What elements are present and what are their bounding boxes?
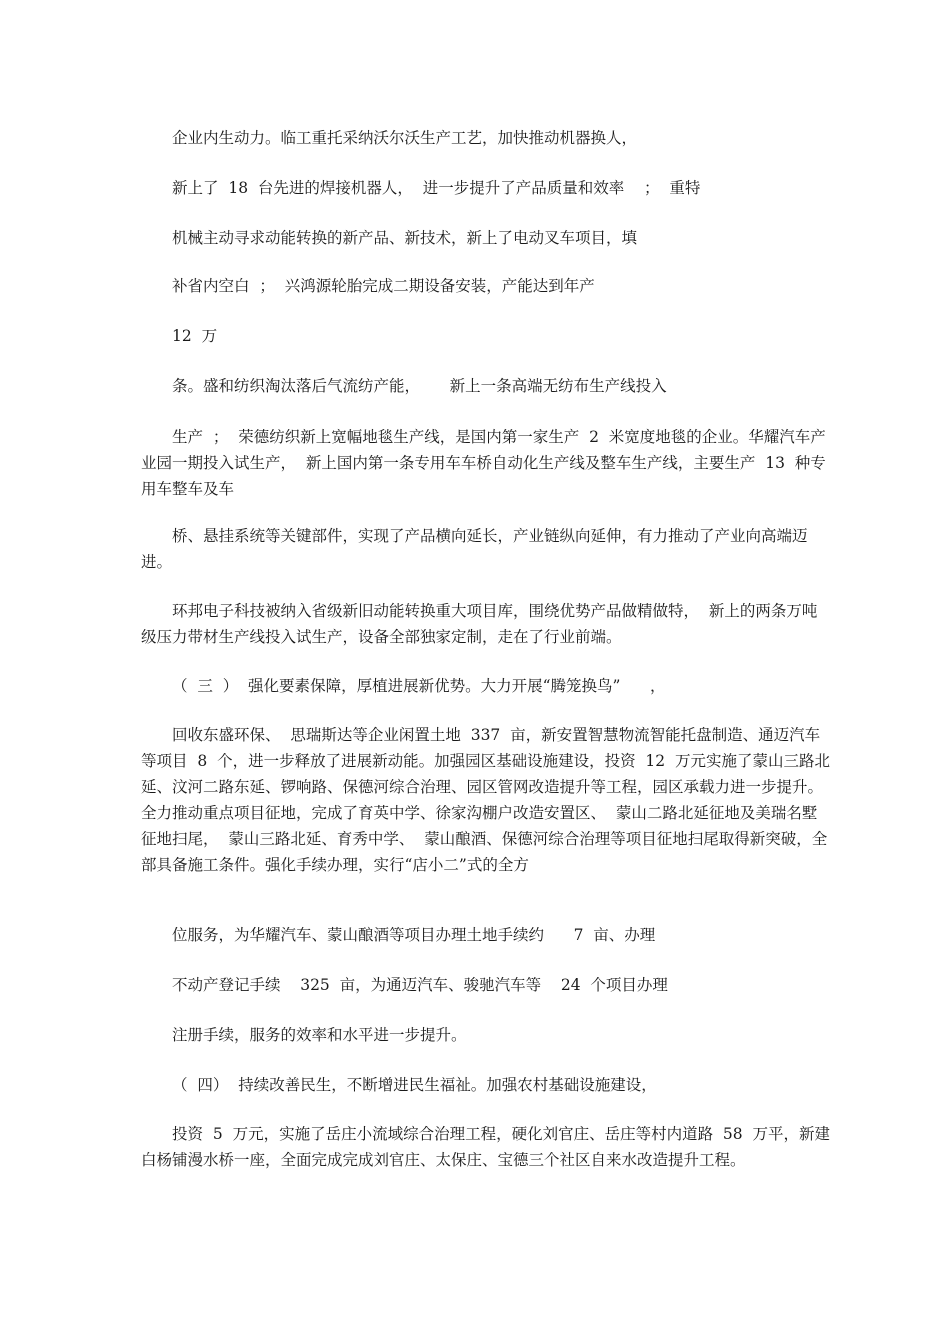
paragraph: 桥、悬挂系统等关键部件，实现了产品横向延长，产业链纵向延伸，有力推动了产业向高端迈进。	[141, 527, 808, 571]
paragraph: 注册手续，服务的效率和水平进一步提升。	[172, 1026, 467, 1044]
paragraph: 生产 ； 荣德纺织新上宽幅地毯生产线，是国内第一家生产 2 米宽度地毯的企业。华耀汽车产业园一期投入试生产， 新上国内第一条专用车车桥自动化生产线及整车生产线，主要生产 13 种专用车整车及车	[141, 428, 826, 498]
paragraph: 机械主动寻求动能转换的新产品、新技术，新上了电动叉车项目，填	[172, 229, 638, 247]
paragraph: 补省内空白 ； 兴鸿源轮胎完成二期设备安装，产能达到年产	[172, 277, 595, 295]
paragraph: 条。盛和纺织淘汰落后气流纺产能， 新上一条高端无纺布生产线投入	[172, 377, 667, 395]
paragraph: 回收东盛环保、 思瑞斯达等企业闲置土地 337 亩，新安置智慧物流智能托盘制造、通迈汽车等项目 8 个，进一步释放了进展新动能。加强园区基础设施建设，投资 12 万元实施了蒙山三路北延、汶河二路东延、锣响路、保德河综合治理、园区管网改造提升等工程，园区承载力进一步提升。全力推动重点项目征地，完成了育英中学、徐家沟棚户改造安置区、 蒙山二路北延征地及美瑞名墅征地扫尾， 蒙山三路北延、育秀中学、 蒙山酿酒、保德河综合治理等项目征地扫尾取得新突破，全部具备施工条件。强化手续办理，实行“店小二”式的全方	[141, 726, 831, 874]
paragraph: 企业内生动力。临工重托采纳沃尔沃生产工艺，加快推动机器换人，	[172, 129, 638, 147]
paragraph: 12 万	[172, 327, 218, 345]
paragraph: 位服务，为华耀汽车、蒙山酿酒等项目办理土地手续约 7 亩、办理	[172, 926, 656, 944]
paragraph: 新上了 18 台先进的焊接机器人， 进一步提升了产品质量和效率 ； 重特	[172, 179, 701, 197]
paragraph: 不动产登记手续 325 亩，为通迈汽车、骏驰汽车等 24 个项目办理	[172, 976, 668, 994]
section-heading: （ 四） 持续改善民生，不断增进民生福祉。加强农村基础设施建设，	[172, 1076, 657, 1094]
section-heading: （ 三 ） 强化要素保障，厚植进展新优势。大力开展“腾笼换鸟” ，	[172, 677, 666, 695]
paragraph: 投资 5 万元，实施了岳庄小流域综合治理工程，硬化刘官庄、岳庄等村内道路 58 万平，新建白杨铺漫水桥一座，全面完成完成刘官庄、太保庄、宝德三个社区自来水改造提升工程。	[141, 1125, 831, 1169]
paragraph: 环邦电子科技被纳入省级新旧动能转换重大项目库，围绕优势产品做精做特， 新上的两条万吨级压力带材生产线投入试生产，设备全部独家定制，走在了行业前端。	[141, 602, 818, 646]
